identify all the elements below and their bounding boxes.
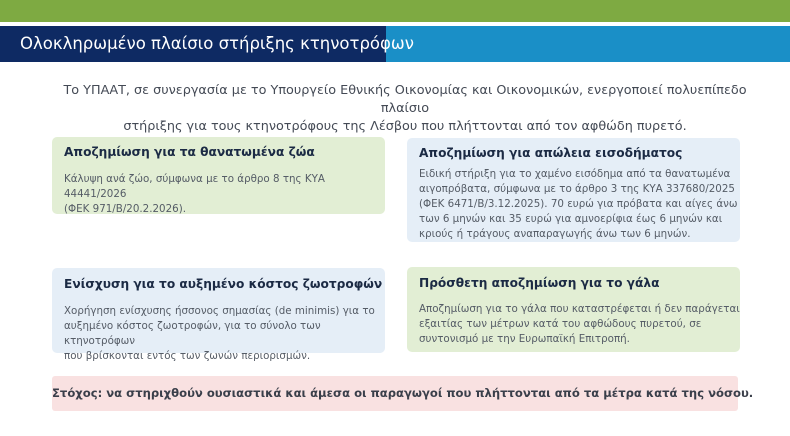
card-body xyxy=(64,172,385,217)
card-body-line: κριούς ή τράγους αναπαραγωγής άνω των 6 μηνών. xyxy=(419,228,691,240)
card-body-line: των 6 μηνών και 35 ευρώ για αμνοερίφια έως 6 μηνών και xyxy=(419,213,723,225)
card-body xyxy=(419,302,740,347)
top-accent-bar xyxy=(0,0,790,22)
card-body xyxy=(419,167,737,242)
card-milk-compensation xyxy=(407,267,740,352)
card-feed-cost-support xyxy=(52,268,385,362)
card-body-line: εξαιτίας των μέτρων κατά του αφθώδους πυρετού, σε xyxy=(419,318,702,330)
card-body-line: Ειδική στήριξη για το χαμένο εισόδημα από τα θανατωμένα xyxy=(419,168,731,180)
card-dead-animals-compensation xyxy=(52,137,385,214)
card-body-line: Χορήγηση ενίσχυσης ήσσονος σημασίας (de minimis) για το xyxy=(64,305,375,317)
card-income-loss-compensation xyxy=(407,138,740,242)
card-title: Αποζημίωση για τα θανατωμένα ζώα xyxy=(64,145,315,159)
card-body-line: που βρίσκονται εντός των ζωνών περιορισμών. xyxy=(64,350,311,362)
card-body-line: αυξημένο κόστος ζωοτροφών, για το σύνολο των κτηνοτρόφων xyxy=(64,320,321,347)
card-body xyxy=(64,304,385,364)
title-bar xyxy=(0,26,790,62)
intro-line-1: Το ΥΠΑΑΤ, σε συνεργασία με το Υπουργείο Εθνικής Οικονομίας και Οικονομικών, ενεργοποιεί πολυεπίπεδο πλαίσιο xyxy=(63,83,747,116)
card-title: Αποζημίωση για απώλεια εισοδήματος xyxy=(419,146,683,160)
page-title: Ολοκληρωμένο πλαίσιο στήριξης κτηνοτρόφων xyxy=(20,34,414,53)
card-body-line: (ΦΕΚ 971/Β/20.2.2026). xyxy=(64,203,187,215)
card-body-line: Αποζημίωση για το γάλα που καταστρέφεται ή δεν παράγεται xyxy=(419,303,740,315)
card-title: Πρόσθετη αποζημίωση για το γάλα xyxy=(419,276,660,290)
intro-text xyxy=(50,82,760,136)
card-body-line: (ΦΕΚ 6471/Β/3.12.2025). 70 ευρώ για πρόβατα και αίγες άνω xyxy=(419,198,738,210)
card-body-line: συντονισμό με την Ευρωπαϊκή Επιτροπή. xyxy=(419,333,630,345)
goal-banner: Στόχος: να στηριχθούν ουσιαστικά και άμεσα οι παραγωγοί που πλήττονται από τα μέτρα κατά της νόσου. xyxy=(52,376,738,411)
card-body-line: αιγοπρόβατα, σύμφωνα με το άρθρο 3 της ΚΥΑ 337680/2025 xyxy=(419,183,735,195)
card-title: Ενίσχυση για το αυξημένο κόστος ζωοτροφών xyxy=(64,277,383,291)
intro-line-2: στήριξης για τους κτηνοτρόφους της Λέσβου που πλήττονται από τον αφθώδη πυρετό. xyxy=(123,119,687,134)
card-body-line: Κάλυψη ανά ζώο, σύμφωνα με το άρθρο 8 της ΚΥΑ 44441/2026 xyxy=(64,173,325,200)
